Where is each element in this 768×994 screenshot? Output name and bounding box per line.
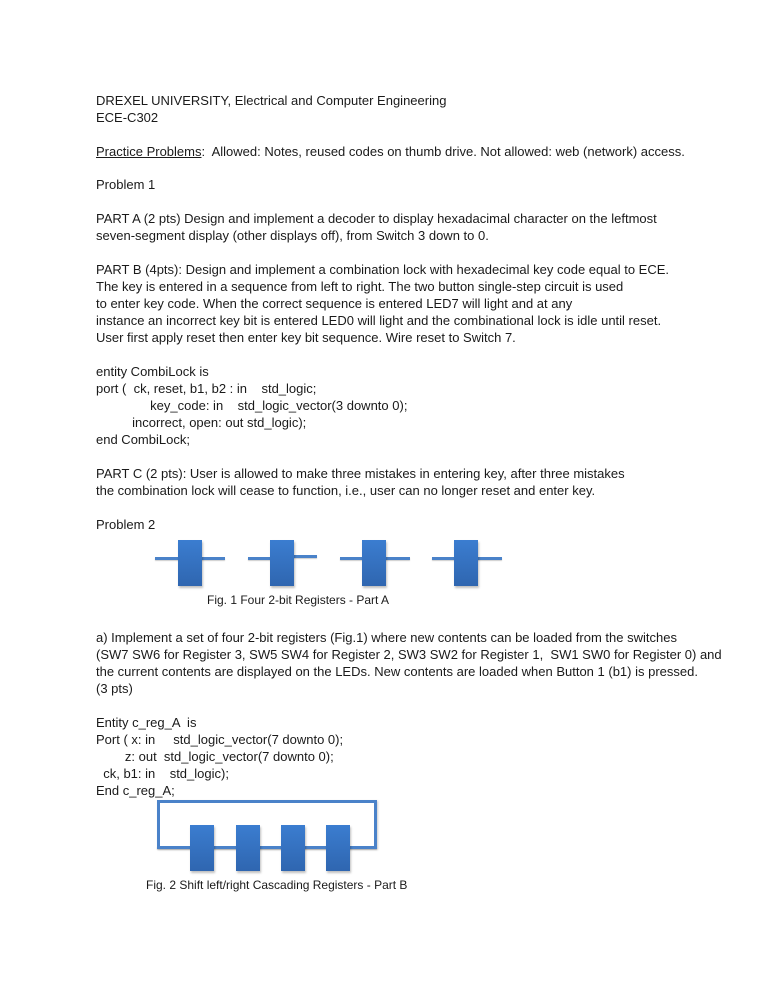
register-block — [270, 540, 294, 586]
problem1-partB-line1: PART B (4pts): Design and implement a combination lock with hexadecimal key code equal to ECE. — [96, 262, 670, 277]
problem1-title: Problem 1 — [96, 177, 156, 192]
institution-heading: DREXEL UNIVERSITY, Electrical and Computer Engineering — [96, 93, 447, 108]
problem2-partA-line2: (SW7 SW6 for Register 3, SW5 SW4 for Register 2, SW3 SW2 for Register 1, SW1 SW0 for Register 0) and — [96, 647, 722, 662]
problem1-partB-line4: instance an incorrect key bit is entered LED0 will light and the combinational lock is idle until reset. — [96, 313, 662, 328]
register-block — [178, 540, 202, 586]
problem2-title: Problem 2 — [96, 517, 156, 532]
problem1-partC-line1: PART C (2 pts): User is allowed to make three mistakes in entering key, after three mistakes — [96, 466, 625, 481]
register-block — [281, 825, 305, 871]
combilock-code-line3: key_code: in std_logic_vector(3 downto 0); — [96, 398, 408, 413]
register-wire — [290, 555, 317, 558]
problem1-partB-line3: to enter key code. When the correct sequence is entered LED7 will light and at any — [96, 296, 573, 311]
practice-problems-rules: : Allowed: Notes, reused codes on thumb drive. Not allowed: web (network) access. — [201, 144, 685, 159]
figure-2-caption: Fig. 2 Shift left/right Cascading Registers - Part B — [146, 878, 408, 892]
creg-code-line3: z: out std_logic_vector(7 downto 0); — [96, 749, 334, 764]
creg-code-line2: Port ( x: in std_logic_vector(7 downto 0); — [96, 732, 344, 747]
problem2-partA-line3: the current contents are displayed on the LEDs. New contents are loaded when Button 1 (b1) is pressed. — [96, 664, 698, 679]
problem2-partA-line4: (3 pts) — [96, 681, 133, 696]
creg-code-line1: Entity c_reg_A is — [96, 715, 197, 730]
creg-code-line4: ck, b1: in std_logic); — [96, 766, 229, 781]
course-code: ECE-C302 — [96, 110, 159, 125]
combilock-code-line5: end CombiLock; — [96, 432, 190, 447]
creg-code-line5: End c_reg_A; — [96, 783, 175, 798]
combilock-code-line4: incorrect, open: out std_logic); — [96, 415, 307, 430]
practice-problems-line — [96, 143, 685, 160]
register-block — [454, 540, 478, 586]
problem2-partA-line1: a) Implement a set of four 2-bit registers (Fig.1) where new contents can be loaded from the switches — [96, 630, 677, 645]
figure-1-caption: Fig. 1 Four 2-bit Registers - Part A — [207, 593, 390, 607]
problem1-partA-line2: seven-segment display (other displays off), from Switch 3 down to 0. — [96, 228, 489, 243]
practice-problems-label: Practice Problems — [96, 144, 202, 159]
register-block — [362, 540, 386, 586]
register-wire — [248, 557, 272, 560]
problem1-partA-line1: PART A (2 pts) Design and implement a decoder to display hexadacimal character on the leftmost — [96, 211, 657, 226]
combilock-code-line2: port ( ck, reset, b1, b2 : in std_logic; — [96, 381, 317, 396]
register-block — [236, 825, 260, 871]
problem1-partB-line5: User first apply reset then enter key bit sequence. Wire reset to Switch 7. — [96, 330, 516, 345]
combilock-code-line1: entity CombiLock is — [96, 364, 209, 379]
register-block — [190, 825, 214, 871]
register-block — [326, 825, 350, 871]
problem1-partB-line2: The key is entered in a sequence from left to right. The two button single-step circuit is used — [96, 279, 624, 294]
problem1-partC-line2: the combination lock will cease to function, i.e., user can no longer reset and enter key. — [96, 483, 596, 498]
